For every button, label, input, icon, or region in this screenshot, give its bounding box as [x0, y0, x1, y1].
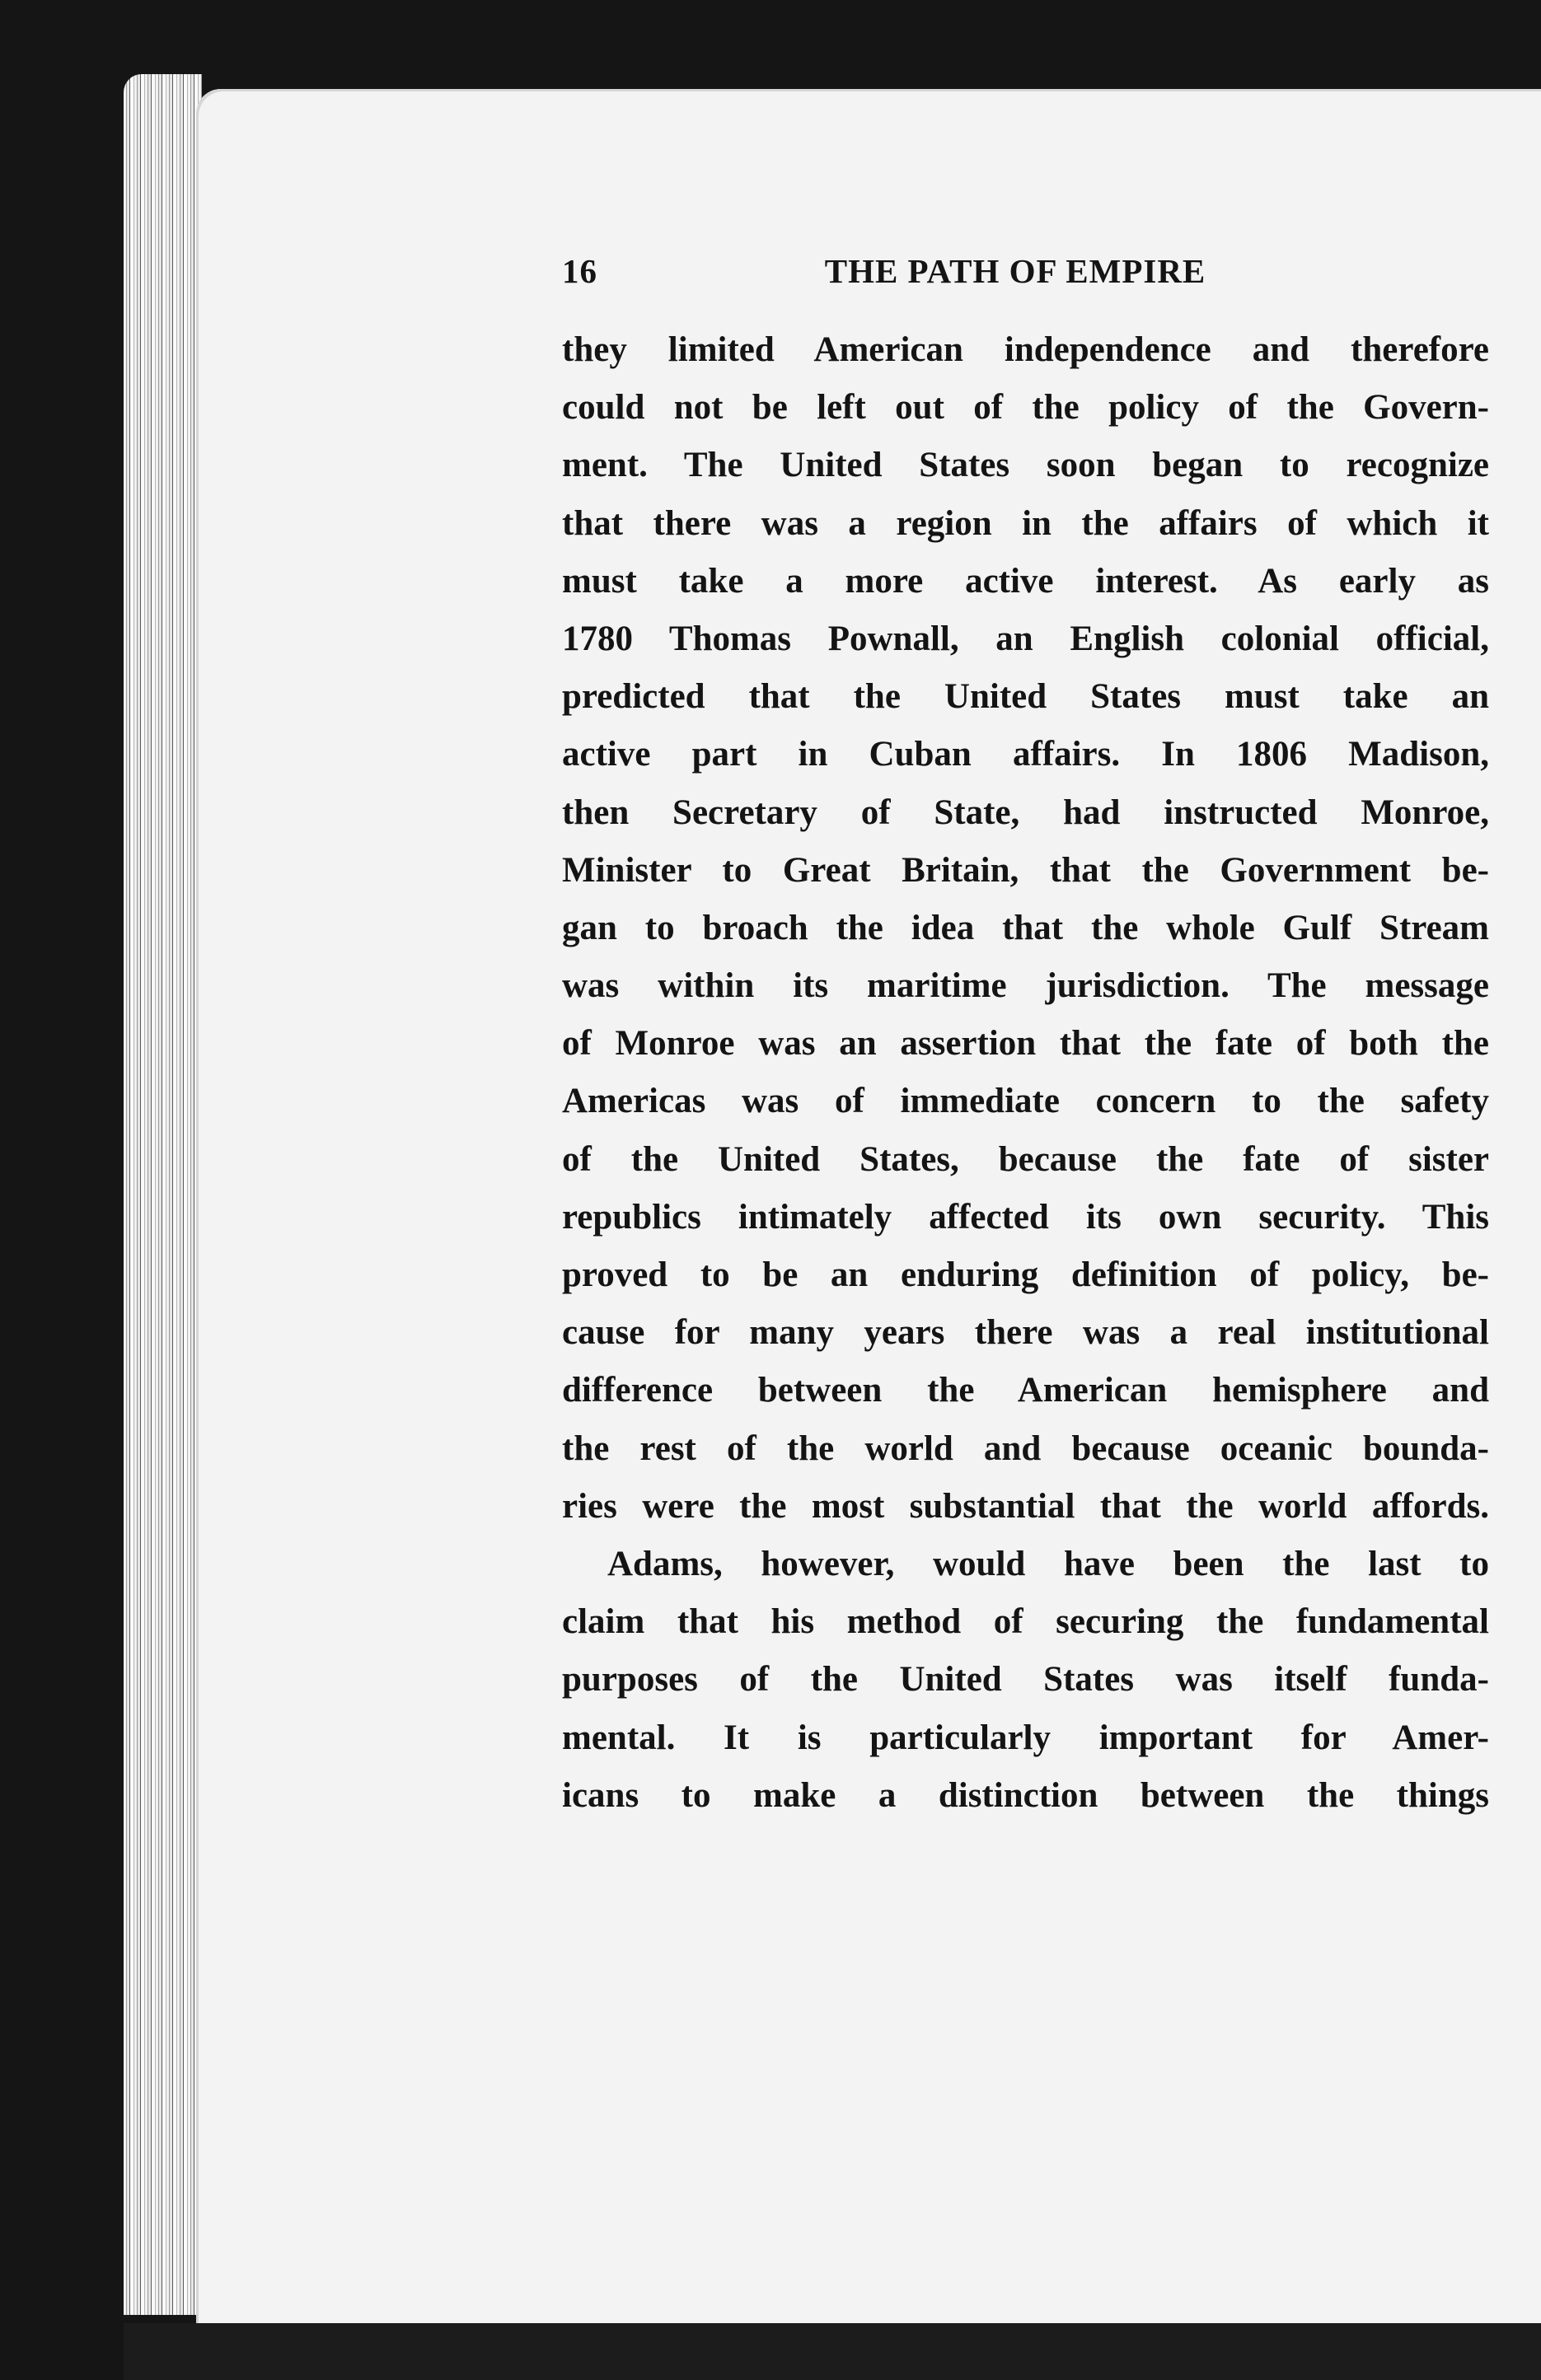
text-line: difference between the American hemisphere and: [562, 1371, 1489, 1410]
scan-bottom-shadow: [124, 2323, 1541, 2380]
running-head: [562, 251, 1485, 301]
book-page-edges: [124, 74, 202, 2315]
text-line: must take a more active interest. As early as: [562, 561, 1489, 601]
text-line: purposes of the United States was itself funda-: [562, 1660, 1489, 1700]
text-line: of Monroe was an assertion that the fate of both the: [562, 1024, 1489, 1064]
text-line: claim that his method of securing the fundamental: [562, 1602, 1489, 1642]
text-line: icans to make a distinction between the things: [562, 1775, 1489, 1815]
text-line: 1780 Thomas Pownall, an English colonial official,: [562, 619, 1489, 658]
text-line: mental. It is particularly important for Amer-: [562, 1718, 1489, 1757]
text-line: gan to broach the idea that the whole Gulf Stream: [562, 908, 1489, 947]
text-line: could not be left out of the policy of the Govern-: [562, 388, 1489, 428]
text-line: proved to be an enduring definition of policy, be-: [562, 1255, 1489, 1294]
text-line: predicted that the United States must take an: [562, 677, 1489, 717]
text-line: of the United States, because the fate of sister: [562, 1139, 1489, 1179]
text-line: ries were the most substantial that the world affords.: [562, 1486, 1489, 1526]
text-line: cause for many years there was a real institutional: [562, 1313, 1489, 1353]
text-line: they limited American independence and therefore: [562, 330, 1489, 369]
text-line: Minister to Great Britain, that the Government be-: [562, 850, 1489, 890]
text-line: republics intimately affected its own security. This: [562, 1197, 1489, 1237]
text-line: then Secretary of State, had instructed Monroe,: [562, 793, 1489, 832]
text-line: Adams, however, would have been the last to: [607, 1544, 1489, 1583]
text-line: the rest of the world and because oceanic bounda-: [562, 1428, 1489, 1468]
page-number: 16: [562, 252, 597, 290]
text-line: that there was a region in the affairs of which it: [562, 503, 1489, 543]
text-line: was within its maritime jurisdiction. The message: [562, 966, 1489, 1006]
text-line: active part in Cuban affairs. In 1806 Madison,: [562, 735, 1489, 774]
text-line: Americas was of immediate concern to the safety: [562, 1082, 1489, 1121]
body-text: [562, 321, 1489, 1825]
text-line: ment. The United States soon began to recognize: [562, 446, 1489, 485]
running-title: THE PATH OF EMPIRE: [824, 252, 1206, 290]
